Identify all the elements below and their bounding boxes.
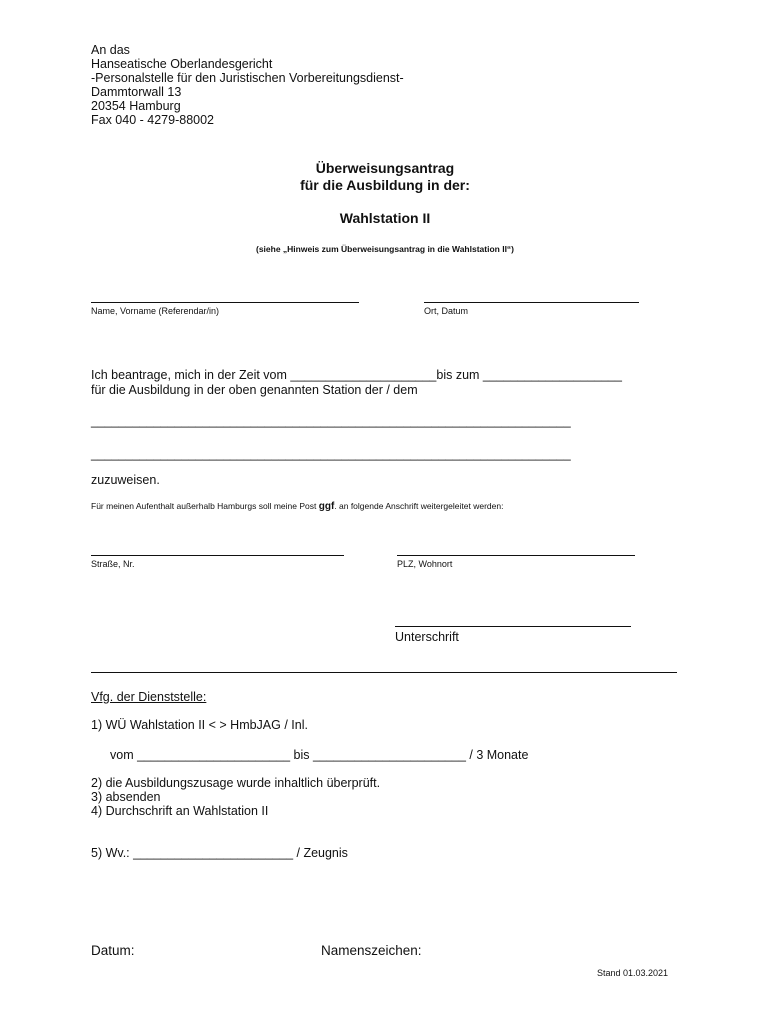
- station-blank-line-1[interactable]: _____________________________________________________________________: [91, 414, 571, 428]
- form-title: [0, 160, 770, 194]
- name-field-line[interactable]: [91, 302, 359, 303]
- name-label: Name, Vorname (Referendar/in): [91, 306, 220, 316]
- office-item-3: 3) absenden: [91, 790, 161, 804]
- assign-text: zuzuweisen.: [91, 473, 160, 487]
- address-line: An das: [91, 43, 130, 57]
- request-station-line: für die Ausbildung in der oben genannten Station der / dem: [91, 383, 418, 397]
- place-date-field-line[interactable]: [424, 302, 639, 303]
- hint-text: (siehe „Hinweis zum Überweisungsantrag in die Wahlstation II“): [255, 244, 515, 254]
- initials-label: Namenszeichen:: [321, 943, 422, 958]
- date-label: Datum:: [91, 943, 135, 958]
- office-item-5: 5) Wv.: _______________________ / Zeugnis: [91, 846, 348, 860]
- street-field-line[interactable]: [91, 555, 344, 556]
- address-line: Fax 040 - 4279-88002: [91, 113, 215, 127]
- zip-label: PLZ, Wohnort: [397, 559, 453, 569]
- form-title-line2: für die Ausbildung in der:: [300, 177, 470, 193]
- mail-forward-bold: ggf: [318, 501, 335, 512]
- address-line: Dammtorwall 13: [91, 85, 182, 99]
- signature-label: Unterschrift: [395, 630, 459, 644]
- address-line: -Personalstelle für den Juristischen Vorbereitungsdienst-: [91, 71, 404, 85]
- office-item-1-period: vom ______________________ bis ______________________ / 3 Monate: [110, 748, 529, 762]
- office-item-2: 2) die Ausbildungszusage wurde inhaltlich überprüft.: [91, 776, 381, 790]
- address-line: Hanseatische Oberlandesgericht: [91, 57, 273, 71]
- mail-forward-text-start: Für meinen Aufenthalt außerhalb Hamburgs soll meine Post: [91, 501, 319, 511]
- office-item-4: 4) Durchschrift an Wahlstation II: [91, 804, 269, 818]
- zip-field-line[interactable]: [397, 555, 635, 556]
- address-line: 20354 Hamburg: [91, 99, 181, 113]
- mail-forward-text: [91, 501, 503, 512]
- street-label: Straße, Nr.: [91, 559, 135, 569]
- place-date-label: Ort, Datum: [424, 306, 469, 316]
- form-title-line1: Überweisungsantrag: [315, 160, 455, 176]
- office-item-1: 1) WÜ Wahlstation II < > HmbJAG / Inl.: [91, 718, 308, 732]
- mail-forward-text-end: . an folgende Anschrift weitergeleitet werden:: [334, 501, 504, 511]
- signature-field-line[interactable]: [395, 626, 631, 627]
- section-divider: [91, 672, 677, 673]
- version-stamp: Stand 01.03.2021: [597, 968, 669, 978]
- station-title: Wahlstation II: [339, 210, 431, 226]
- office-heading: Vfg. der Dienststelle:: [91, 690, 207, 704]
- request-period-line: Ich beantrage, mich in der Zeit vom _____________________bis zum ____________________: [91, 368, 622, 382]
- recipient-address: [91, 43, 404, 127]
- station-blank-line-2[interactable]: _____________________________________________________________________: [91, 447, 571, 461]
